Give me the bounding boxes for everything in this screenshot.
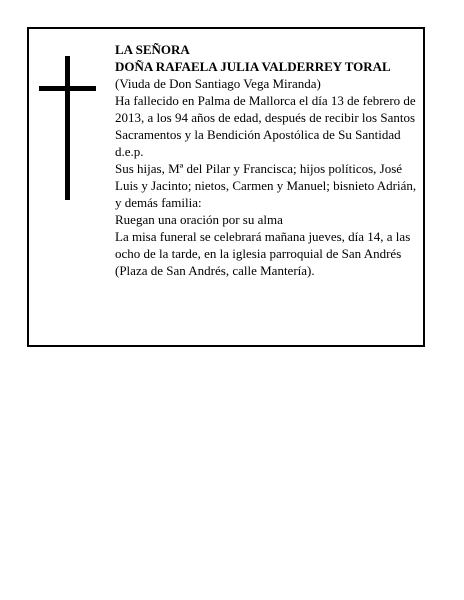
death-paragraph: Ha fallecido en Palma de Mallorca el día 13 de febrero de 2013, a los 94 años de edad, después de recibir los Santos Sacramentos y la Bendición Apostólica de Su Santidad xyxy=(115,93,416,142)
family-paragraph: Sus hijas, Mª del Pilar y Francisca; hijos políticos, José Luis y Jacinto; nietos, Carmen y Manuel; bisnieto Adrián, y demás familia: xyxy=(115,161,417,210)
latin-cross-icon xyxy=(39,56,99,200)
obituary-notice xyxy=(27,27,425,347)
dep-line: d.e.p. xyxy=(115,144,144,159)
obituary-text xyxy=(115,41,417,279)
deceased-name: DOÑA RAFAELA JULIA VALDERREY TORAL xyxy=(115,59,391,74)
cross-horizontal-bar xyxy=(39,86,96,91)
prayer-line: Ruegan una oración por su alma xyxy=(115,212,283,227)
notice-title: LA SEÑORA xyxy=(115,42,190,57)
funeral-paragraph: La misa funeral se celebrará mañana jueves, día 14, a las ocho de la tarde, en la iglesia parroquial de San Andrés (Plaza de San Andrés, calle Mantería). xyxy=(115,229,411,278)
widow-line: (Viuda de Don Santiago Vega Miranda) xyxy=(115,76,321,91)
cross-vertical-bar xyxy=(65,56,70,200)
